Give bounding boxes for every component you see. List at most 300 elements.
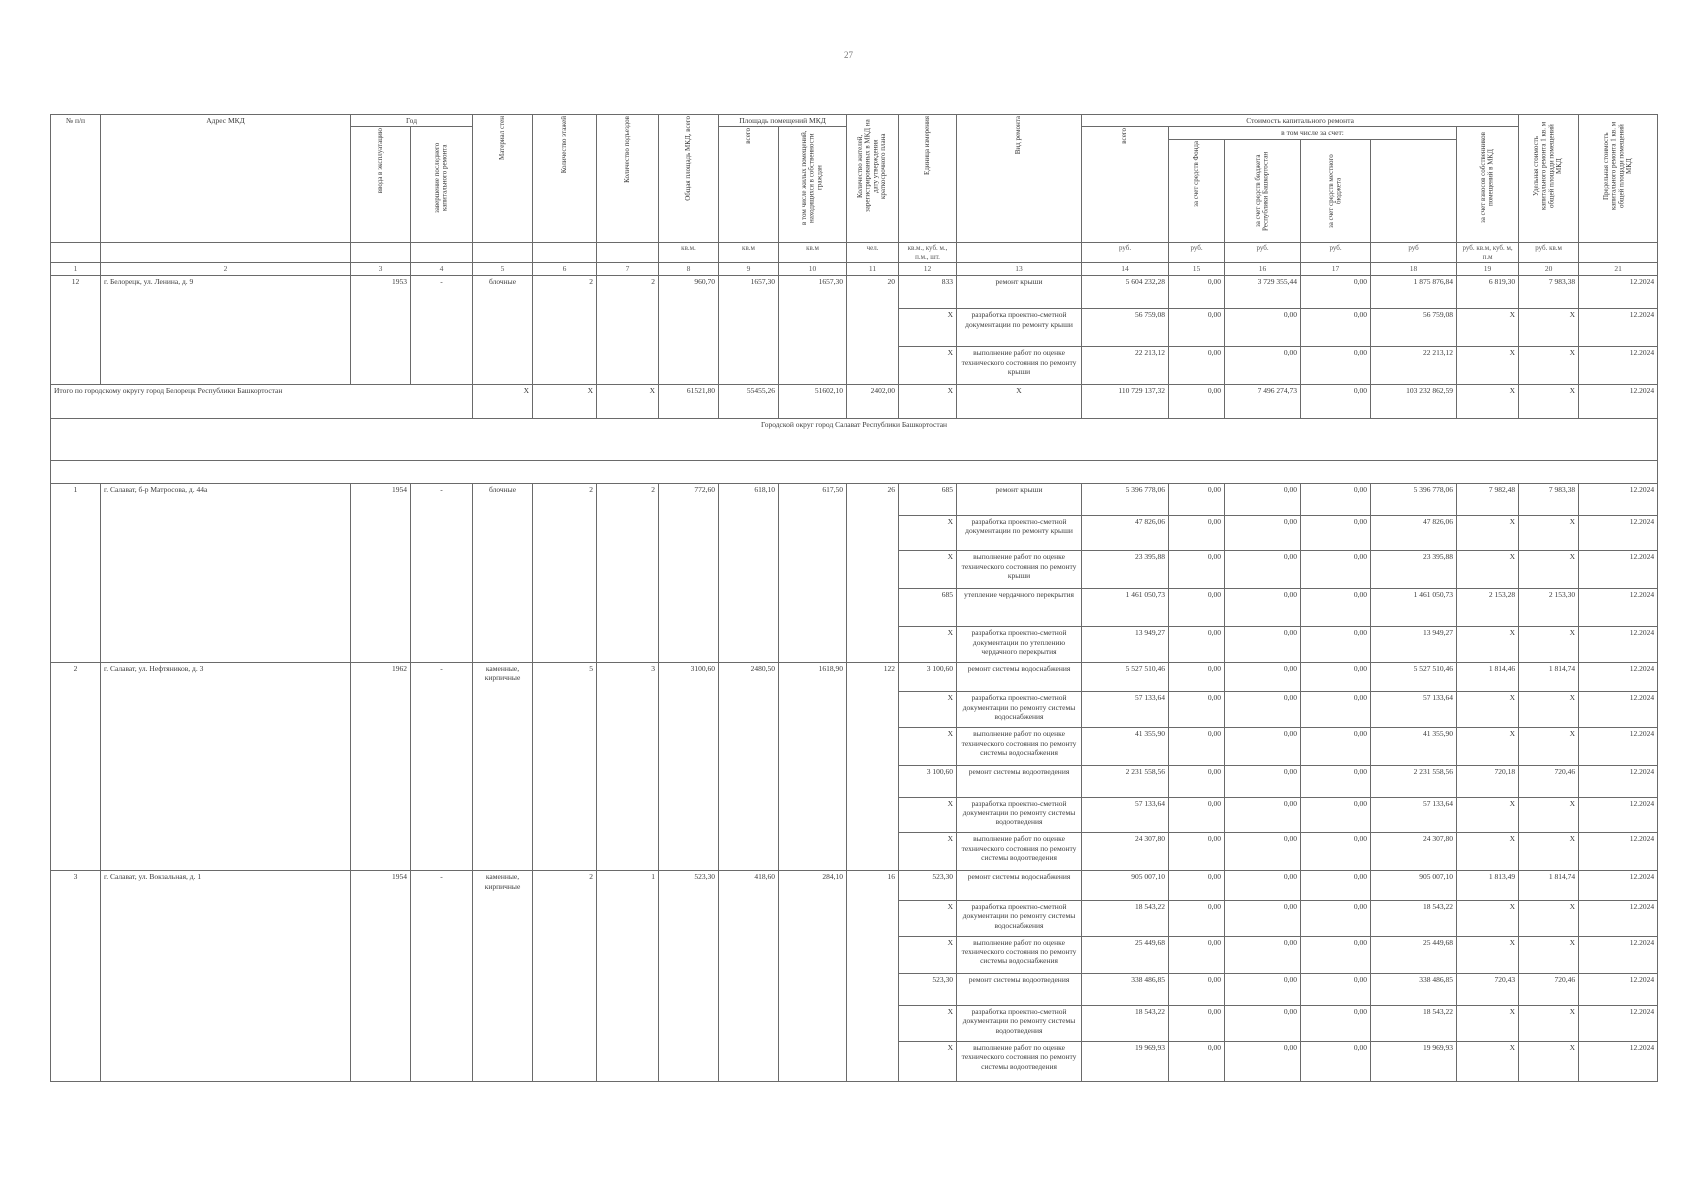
budget-rb-cell: 0,00 xyxy=(1225,728,1301,766)
cost-total-cell: 2 231 558,56 xyxy=(1082,766,1169,798)
plan-date-cell: 12.2024 xyxy=(1579,309,1658,347)
residents-cell: 16 xyxy=(847,871,899,1082)
budget-rb-cell: 0,00 xyxy=(1225,1006,1301,1042)
fund-cell: 0,00 xyxy=(1169,551,1225,589)
plan-date-cell: 12.2024 xyxy=(1579,833,1658,871)
budget-rb-cell: 0,00 xyxy=(1225,347,1301,385)
owners-cell: 25 449,68 xyxy=(1371,936,1457,974)
plan-date-cell: 12.2024 xyxy=(1579,900,1658,936)
unit-cell: руб. xyxy=(1169,242,1225,263)
budget-rb-cell: 0,00 xyxy=(1225,551,1301,589)
address-cell: г. Салават, б-р Матросова, д. 44а xyxy=(101,484,351,663)
budget-local-cell: 0,00 xyxy=(1301,515,1371,551)
cost-total-cell: 18 543,22 xyxy=(1082,900,1169,936)
table-row xyxy=(51,871,1658,900)
work-type-cell: разработка проектно-сметной документации по ремонту системы водоснабжения xyxy=(957,900,1082,936)
budget-local-cell: 0,00 xyxy=(1301,728,1371,766)
fund-cell: 0,00 xyxy=(1169,692,1225,728)
quantity-cell: 3 100,60 xyxy=(899,662,957,691)
budget-rb-cell: 3 729 355,44 xyxy=(1225,275,1301,309)
limit-cost-cell: X xyxy=(1519,728,1579,766)
fund-cell: 0,00 xyxy=(1169,275,1225,309)
total-area-cell: 61521,80 xyxy=(659,385,719,419)
budget-rb-cell: 0,00 xyxy=(1225,936,1301,974)
header-residents: Количество жителей, зарегистрированных в МКД на дату утверждения краткосрочного плана xyxy=(847,115,899,243)
unit-cost-cell: 720,43 xyxy=(1457,974,1519,1006)
work-type-cell: выполнение работ по оценке технического состояния по ремонту системы водоснабжения xyxy=(957,936,1082,974)
header-no: № п/п xyxy=(51,115,101,243)
cost-total-cell: 19 969,93 xyxy=(1082,1041,1169,1081)
unit-cost-cell: X xyxy=(1457,900,1519,936)
column-number: 21 xyxy=(1579,263,1658,275)
budget-rb-cell: 0,00 xyxy=(1225,871,1301,900)
unit-cell: руб. кв.м xyxy=(1519,242,1579,263)
limit-cost-cell: 720,46 xyxy=(1519,974,1579,1006)
quantity-cell: 523,30 xyxy=(899,974,957,1006)
fund-cell: 0,00 xyxy=(1169,974,1225,1006)
plan-date-cell: 12.2024 xyxy=(1579,627,1658,663)
quantity-cell: 3 100,60 xyxy=(899,766,957,798)
table-body xyxy=(51,275,1658,1081)
work-type-cell: утепление чердачного перекрытия xyxy=(957,589,1082,627)
limit-cost-cell: X xyxy=(1519,692,1579,728)
unit-cost-cell: 1 813,49 xyxy=(1457,871,1519,900)
cost-total-cell: 47 826,06 xyxy=(1082,515,1169,551)
area-owned-cell: 284,10 xyxy=(779,871,847,1082)
address-cell: г. Салават, ул. Вокзальная, д. 1 xyxy=(101,871,351,1082)
fund-cell: 0,00 xyxy=(1169,936,1225,974)
cost-total-cell: 57 133,64 xyxy=(1082,692,1169,728)
budget-rb-cell: 0,00 xyxy=(1225,309,1301,347)
budget-rb-cell: 0,00 xyxy=(1225,662,1301,691)
plan-date-cell: 12.2024 xyxy=(1579,797,1658,833)
header-area-owned: в том числе жилых помещений, находящихся в собственности граждан xyxy=(779,127,847,242)
fund-cell: 0,00 xyxy=(1169,589,1225,627)
limit-cost-cell: 7 983,38 xyxy=(1519,484,1579,516)
overhaul-cell: - xyxy=(411,275,473,384)
quantity-cell: X xyxy=(899,309,957,347)
area-owned-cell: 51602,10 xyxy=(779,385,847,419)
unit-cell: руб. кв.м, куб. м, п.м xyxy=(1457,242,1519,263)
owners-cell: 57 133,64 xyxy=(1371,797,1457,833)
fund-cell: 0,00 xyxy=(1169,347,1225,385)
limit-cost-cell: X xyxy=(1519,551,1579,589)
budget-local-cell: 0,00 xyxy=(1301,871,1371,900)
cost-total-cell: 56 759,08 xyxy=(1082,309,1169,347)
cost-total-cell: 5 604 232,28 xyxy=(1082,275,1169,309)
plan-date-cell: 12.2024 xyxy=(1579,551,1658,589)
unit-cost-cell: X xyxy=(1457,385,1519,419)
residents-cell: 122 xyxy=(847,662,899,870)
header-year-group: Год xyxy=(351,115,473,127)
quantity-cell: X xyxy=(899,1006,957,1042)
work-type-cell: разработка проектно-сметной документации по ремонту крыши xyxy=(957,515,1082,551)
entrances-cell: 3 xyxy=(597,662,659,870)
owners-cell: 103 232 862,59 xyxy=(1371,385,1457,419)
work-type-cell: X xyxy=(957,385,1082,419)
limit-cost-cell: 1 814,74 xyxy=(1519,662,1579,691)
plan-date-cell: 12.2024 xyxy=(1579,515,1658,551)
unit-cell: руб xyxy=(1371,242,1457,263)
unit-cell: кв.м xyxy=(779,242,847,263)
limit-cost-cell: 7 983,38 xyxy=(1519,275,1579,309)
budget-rb-cell: 0,00 xyxy=(1225,692,1301,728)
budget-local-cell: 0,00 xyxy=(1301,974,1371,1006)
subtotal-label: Итого по городскому округу город Белорецк Республики Башкортостан xyxy=(51,385,473,419)
budget-local-cell: 0,00 xyxy=(1301,589,1371,627)
header-entrances: Количество подъездов xyxy=(597,115,659,243)
floors-cell: 5 xyxy=(533,662,597,870)
work-type-cell: выполнение работ по оценке технического состояния по ремонту системы водоотведения xyxy=(957,833,1082,871)
owners-cell: 5 527 510,46 xyxy=(1371,662,1457,691)
area-owned-cell: 617,50 xyxy=(779,484,847,663)
plan-date-cell: 12.2024 xyxy=(1579,347,1658,385)
walls-cell: каменные, кирпичные xyxy=(473,662,533,870)
quantity-cell: 523,30 xyxy=(899,871,957,900)
row-number: 3 xyxy=(51,871,101,1082)
unit-cell: кв.м xyxy=(719,242,779,263)
page-number: 27 xyxy=(844,50,853,60)
owners-cell: 2 231 558,56 xyxy=(1371,766,1457,798)
column-number: 4 xyxy=(411,263,473,275)
unit-cost-cell: X xyxy=(1457,1041,1519,1081)
fund-cell: 0,00 xyxy=(1169,797,1225,833)
plan-date-cell: 12.2024 xyxy=(1579,692,1658,728)
plan-date-cell: 12.2024 xyxy=(1579,484,1658,516)
plan-date-cell: 12.2024 xyxy=(1579,728,1658,766)
quantity-cell: X xyxy=(899,1041,957,1081)
owners-cell: 1 461 050,73 xyxy=(1371,589,1457,627)
fund-cell: 0,00 xyxy=(1169,309,1225,347)
cost-total-cell: 5 527 510,46 xyxy=(1082,662,1169,691)
fund-cell: 0,00 xyxy=(1169,627,1225,663)
work-type-cell: разработка проектно-сметной документации по ремонту системы водоотведения xyxy=(957,797,1082,833)
work-type-cell: разработка проектно-сметной документации по ремонту системы водоотведения xyxy=(957,1006,1082,1042)
owners-cell: 23 395,88 xyxy=(1371,551,1457,589)
header-incl: в том числе за счет: xyxy=(1169,127,1457,139)
walls-cell: блочные xyxy=(473,484,533,663)
limit-cost-cell: X xyxy=(1519,347,1579,385)
limit-cost-cell: X xyxy=(1519,1041,1579,1081)
overhaul-cell: - xyxy=(411,484,473,663)
work-type-cell: ремонт системы водоснабжения xyxy=(957,871,1082,900)
table-row xyxy=(51,662,1658,691)
budget-local-cell: 0,00 xyxy=(1301,833,1371,871)
area-total-cell: 1657,30 xyxy=(719,275,779,384)
header-total-area: Общая площадь МКД, всего xyxy=(659,115,719,243)
residents-cell: 2402,00 xyxy=(847,385,899,419)
fund-cell: 0,00 xyxy=(1169,484,1225,516)
unit-cost-cell: 1 814,46 xyxy=(1457,662,1519,691)
cost-total-cell: 23 395,88 xyxy=(1082,551,1169,589)
year-built-cell: 1953 xyxy=(351,275,411,384)
unit-cost-cell: X xyxy=(1457,347,1519,385)
column-number: 18 xyxy=(1371,263,1457,275)
budget-rb-cell: 0,00 xyxy=(1225,627,1301,663)
quantity-cell: X xyxy=(899,551,957,589)
unit-cell: руб. xyxy=(1082,242,1169,263)
limit-cost-cell: X xyxy=(1519,309,1579,347)
work-type-cell: выполнение работ по оценке технического состояния по ремонту крыши xyxy=(957,551,1082,589)
budget-local-cell: 0,00 xyxy=(1301,1006,1371,1042)
plan-date-cell: 12.2024 xyxy=(1579,936,1658,974)
column-number-row xyxy=(51,263,1658,275)
work-type-cell: разработка проектно-сметной документации по ремонту крыши xyxy=(957,309,1082,347)
unit-cost-cell: X xyxy=(1457,515,1519,551)
owners-cell: 5 396 778,06 xyxy=(1371,484,1457,516)
budget-rb-cell: 0,00 xyxy=(1225,766,1301,798)
cost-total-cell: 25 449,68 xyxy=(1082,936,1169,974)
header-unit-measure: Единица измерения xyxy=(899,115,957,243)
budget-local-cell: 0,00 xyxy=(1301,662,1371,691)
limit-cost-cell: 720,46 xyxy=(1519,766,1579,798)
column-number: 5 xyxy=(473,263,533,275)
area-total-cell: 618,10 xyxy=(719,484,779,663)
quantity-cell: X xyxy=(899,833,957,871)
unit-cost-cell: 2 153,28 xyxy=(1457,589,1519,627)
owners-cell: 13 949,27 xyxy=(1371,627,1457,663)
year-built-cell: 1954 xyxy=(351,484,411,663)
budget-rb-cell: 0,00 xyxy=(1225,833,1301,871)
budget-local-cell: 0,00 xyxy=(1301,551,1371,589)
cost-total-cell: 13 949,27 xyxy=(1082,627,1169,663)
column-number: 13 xyxy=(957,263,1082,275)
budget-local-cell: 0,00 xyxy=(1301,1041,1371,1081)
cost-total-cell: 24 307,80 xyxy=(1082,833,1169,871)
residents-cell: 20 xyxy=(847,275,899,384)
owners-cell: 57 133,64 xyxy=(1371,692,1457,728)
header-area-total: всего xyxy=(719,127,779,242)
column-number: 16 xyxy=(1225,263,1301,275)
limit-cost-cell: X xyxy=(1519,833,1579,871)
total-area-cell: 3100,60 xyxy=(659,662,719,870)
header-year-built: ввода в эксплуатацию xyxy=(351,127,411,242)
budget-local-cell: 0,00 xyxy=(1301,627,1371,663)
quantity-cell: X xyxy=(899,347,957,385)
fund-cell: 0,00 xyxy=(1169,728,1225,766)
column-number: 1 xyxy=(51,263,101,275)
work-type-cell: ремонт системы водоотведения xyxy=(957,766,1082,798)
budget-local-cell: 0,00 xyxy=(1301,766,1371,798)
budget-rb-cell: 0,00 xyxy=(1225,484,1301,516)
cost-total-cell: 41 355,90 xyxy=(1082,728,1169,766)
column-number: 11 xyxy=(847,263,899,275)
header-year-overhaul: завершение последнего капитального ремонта xyxy=(411,127,473,242)
unit-cost-cell: X xyxy=(1457,692,1519,728)
unit-cost-cell: X xyxy=(1457,936,1519,974)
plan-date-cell: 12.2024 xyxy=(1579,766,1658,798)
work-type-cell: ремонт крыши xyxy=(957,275,1082,309)
unit-cell: чел. xyxy=(847,242,899,263)
work-type-cell: разработка проектно-сметной документации по утеплению чердачного перекрытия xyxy=(957,627,1082,663)
owners-cell: 41 355,90 xyxy=(1371,728,1457,766)
budget-local-cell: 0,00 xyxy=(1301,692,1371,728)
column-number: 14 xyxy=(1082,263,1169,275)
unit-cost-cell: 7 982,48 xyxy=(1457,484,1519,516)
unit-cell: кв.м., куб. м., п.м., шт. xyxy=(899,242,957,263)
capital-repair-table xyxy=(50,114,1658,1082)
limit-cost-cell: X xyxy=(1519,627,1579,663)
limit-cost-cell: X xyxy=(1519,385,1579,419)
plan-date-cell: 12.2024 xyxy=(1579,589,1658,627)
section-row xyxy=(51,418,1658,460)
limit-cost-cell: 1 814,74 xyxy=(1519,871,1579,900)
header-budget-rb: за счет средств бюджета Республики Башкортостан xyxy=(1225,139,1301,242)
budget-rb-cell: 0,00 xyxy=(1225,900,1301,936)
floors-cell: 2 xyxy=(533,871,597,1082)
entrances-cell: X xyxy=(597,385,659,419)
plan-date-cell: 12.2024 xyxy=(1579,974,1658,1006)
budget-rb-cell: 0,00 xyxy=(1225,797,1301,833)
fund-cell: 0,00 xyxy=(1169,766,1225,798)
column-number: 2 xyxy=(101,263,351,275)
area-owned-cell: 1618,90 xyxy=(779,662,847,870)
overhaul-cell: - xyxy=(411,871,473,1082)
fund-cell: 0,00 xyxy=(1169,1041,1225,1081)
work-type-cell: ремонт системы водоотведения xyxy=(957,974,1082,1006)
plan-date-cell: 12.2024 xyxy=(1579,871,1658,900)
quantity-cell: X xyxy=(899,797,957,833)
cost-total-cell: 57 133,64 xyxy=(1082,797,1169,833)
header-cost-group: Стоимость капитального ремонта xyxy=(1082,115,1519,127)
area-total-cell: 2480,50 xyxy=(719,662,779,870)
limit-cost-cell: X xyxy=(1519,900,1579,936)
address-cell: г. Салават, ул. Нефтяников, д. 3 xyxy=(101,662,351,870)
budget-local-cell: 0,00 xyxy=(1301,936,1371,974)
budget-rb-cell: 0,00 xyxy=(1225,974,1301,1006)
budget-local-cell: 0,00 xyxy=(1301,484,1371,516)
fund-cell: 0,00 xyxy=(1169,900,1225,936)
walls-cell: X xyxy=(473,385,533,419)
address-cell: г. Белорецк, ул. Ленина, д. 9 xyxy=(101,275,351,384)
spacer-row xyxy=(51,460,1658,483)
fund-cell: 0,00 xyxy=(1169,385,1225,419)
cost-total-cell: 22 213,12 xyxy=(1082,347,1169,385)
column-number: 8 xyxy=(659,263,719,275)
unit-cost-cell: 6 819,30 xyxy=(1457,275,1519,309)
year-built-cell: 1962 xyxy=(351,662,411,870)
owners-cell: 24 307,80 xyxy=(1371,833,1457,871)
budget-local-cell: 0,00 xyxy=(1301,385,1371,419)
column-number: 7 xyxy=(597,263,659,275)
quantity-cell: 833 xyxy=(899,275,957,309)
limit-cost-cell: X xyxy=(1519,1006,1579,1042)
column-number: 10 xyxy=(779,263,847,275)
quantity-cell: X xyxy=(899,515,957,551)
unit-cell: руб. xyxy=(1301,242,1371,263)
work-type-cell: ремонт системы водоснабжения xyxy=(957,662,1082,691)
cost-total-cell: 110 729 137,32 xyxy=(1082,385,1169,419)
floors-cell: X xyxy=(533,385,597,419)
quantity-cell: 685 xyxy=(899,484,957,516)
row-number: 1 xyxy=(51,484,101,663)
unit-cost-cell: X xyxy=(1457,728,1519,766)
cost-total-cell: 18 543,22 xyxy=(1082,1006,1169,1042)
residents-cell: 26 xyxy=(847,484,899,663)
unit-cost-cell: X xyxy=(1457,833,1519,871)
header-row-1 xyxy=(51,115,1658,127)
row-number: 12 xyxy=(51,275,101,384)
quantity-cell: X xyxy=(899,900,957,936)
work-type-cell: разработка проектно-сметной документации по ремонту системы водоснабжения xyxy=(957,692,1082,728)
fund-cell: 0,00 xyxy=(1169,662,1225,691)
unit-cell: кв.м. xyxy=(659,242,719,263)
owners-cell: 18 543,22 xyxy=(1371,900,1457,936)
fund-cell: 0,00 xyxy=(1169,1006,1225,1042)
column-number: 20 xyxy=(1519,263,1579,275)
budget-rb-cell: 0,00 xyxy=(1225,589,1301,627)
header-owners: за счет взносов собственников помещений в МКД xyxy=(1457,127,1519,242)
plan-date-cell: 12.2024 xyxy=(1579,1041,1658,1081)
work-type-cell: ремонт крыши xyxy=(957,484,1082,516)
owners-cell: 1 875 876,84 xyxy=(1371,275,1457,309)
budget-rb-cell: 0,00 xyxy=(1225,1041,1301,1081)
quantity-cell: X xyxy=(899,627,957,663)
entrances-cell: 1 xyxy=(597,871,659,1082)
plan-date-cell: 12.2024 xyxy=(1579,1006,1658,1042)
work-type-cell: выполнение работ по оценке технического состояния по ремонту системы водоснабжения xyxy=(957,728,1082,766)
budget-local-cell: 0,00 xyxy=(1301,900,1371,936)
area-total-cell: 55455,26 xyxy=(719,385,779,419)
total-area-cell: 523,30 xyxy=(659,871,719,1082)
budget-rb-cell: 7 496 274,73 xyxy=(1225,385,1301,419)
column-number: 9 xyxy=(719,263,779,275)
unit-cost-cell: 720,18 xyxy=(1457,766,1519,798)
unit-cost-cell: X xyxy=(1457,627,1519,663)
unit-cost-cell: X xyxy=(1457,551,1519,589)
header-limit-cost: Предельная стоимость капитального ремонта 1 кв. м общей площади помещений МКД xyxy=(1579,115,1658,243)
work-type-cell: выполнение работ по оценке технического состояния по ремонту крыши xyxy=(957,347,1082,385)
entrances-cell: 2 xyxy=(597,275,659,384)
owners-cell: 56 759,08 xyxy=(1371,309,1457,347)
cost-total-cell: 1 461 050,73 xyxy=(1082,589,1169,627)
floors-cell: 2 xyxy=(533,484,597,663)
quantity-cell: X xyxy=(899,936,957,974)
plan-date-cell: 12.2024 xyxy=(1579,275,1658,309)
quantity-cell: X xyxy=(899,385,957,419)
work-type-cell: выполнение работ по оценке технического состояния по ремонту системы водоотведения xyxy=(957,1041,1082,1081)
unit-cost-cell: X xyxy=(1457,797,1519,833)
owners-cell: 19 969,93 xyxy=(1371,1041,1457,1081)
quantity-cell: X xyxy=(899,692,957,728)
plan-date-cell: 12.2024 xyxy=(1579,385,1658,419)
column-number: 15 xyxy=(1169,263,1225,275)
header-area-group: Площадь помещений МКД xyxy=(719,115,847,127)
section-title: Городской округ город Салават Республики Башкортостан xyxy=(51,418,1658,460)
plan-date-cell: 12.2024 xyxy=(1579,662,1658,691)
header-unit-cost: Удельная стоимость капитального ремонта 1 кв. м общей площади помещений МКД xyxy=(1519,115,1579,243)
owners-cell: 47 826,06 xyxy=(1371,515,1457,551)
owners-cell: 905 007,10 xyxy=(1371,871,1457,900)
area-owned-cell: 1657,30 xyxy=(779,275,847,384)
header-floors: Количество этажей xyxy=(533,115,597,243)
floors-cell: 2 xyxy=(533,275,597,384)
table-row xyxy=(51,275,1658,309)
cost-total-cell: 5 396 778,06 xyxy=(1082,484,1169,516)
budget-local-cell: 0,00 xyxy=(1301,797,1371,833)
limit-cost-cell: X xyxy=(1519,797,1579,833)
column-number: 6 xyxy=(533,263,597,275)
quantity-cell: 685 xyxy=(899,589,957,627)
column-number: 19 xyxy=(1457,263,1519,275)
row-number: 2 xyxy=(51,662,101,870)
column-number: 12 xyxy=(899,263,957,275)
subtotal-row xyxy=(51,385,1658,419)
year-built-cell: 1954 xyxy=(351,871,411,1082)
column-number: 17 xyxy=(1301,263,1371,275)
header-work-type: Вид ремонта xyxy=(957,115,1082,243)
header-address: Адрес МКД xyxy=(101,115,351,243)
